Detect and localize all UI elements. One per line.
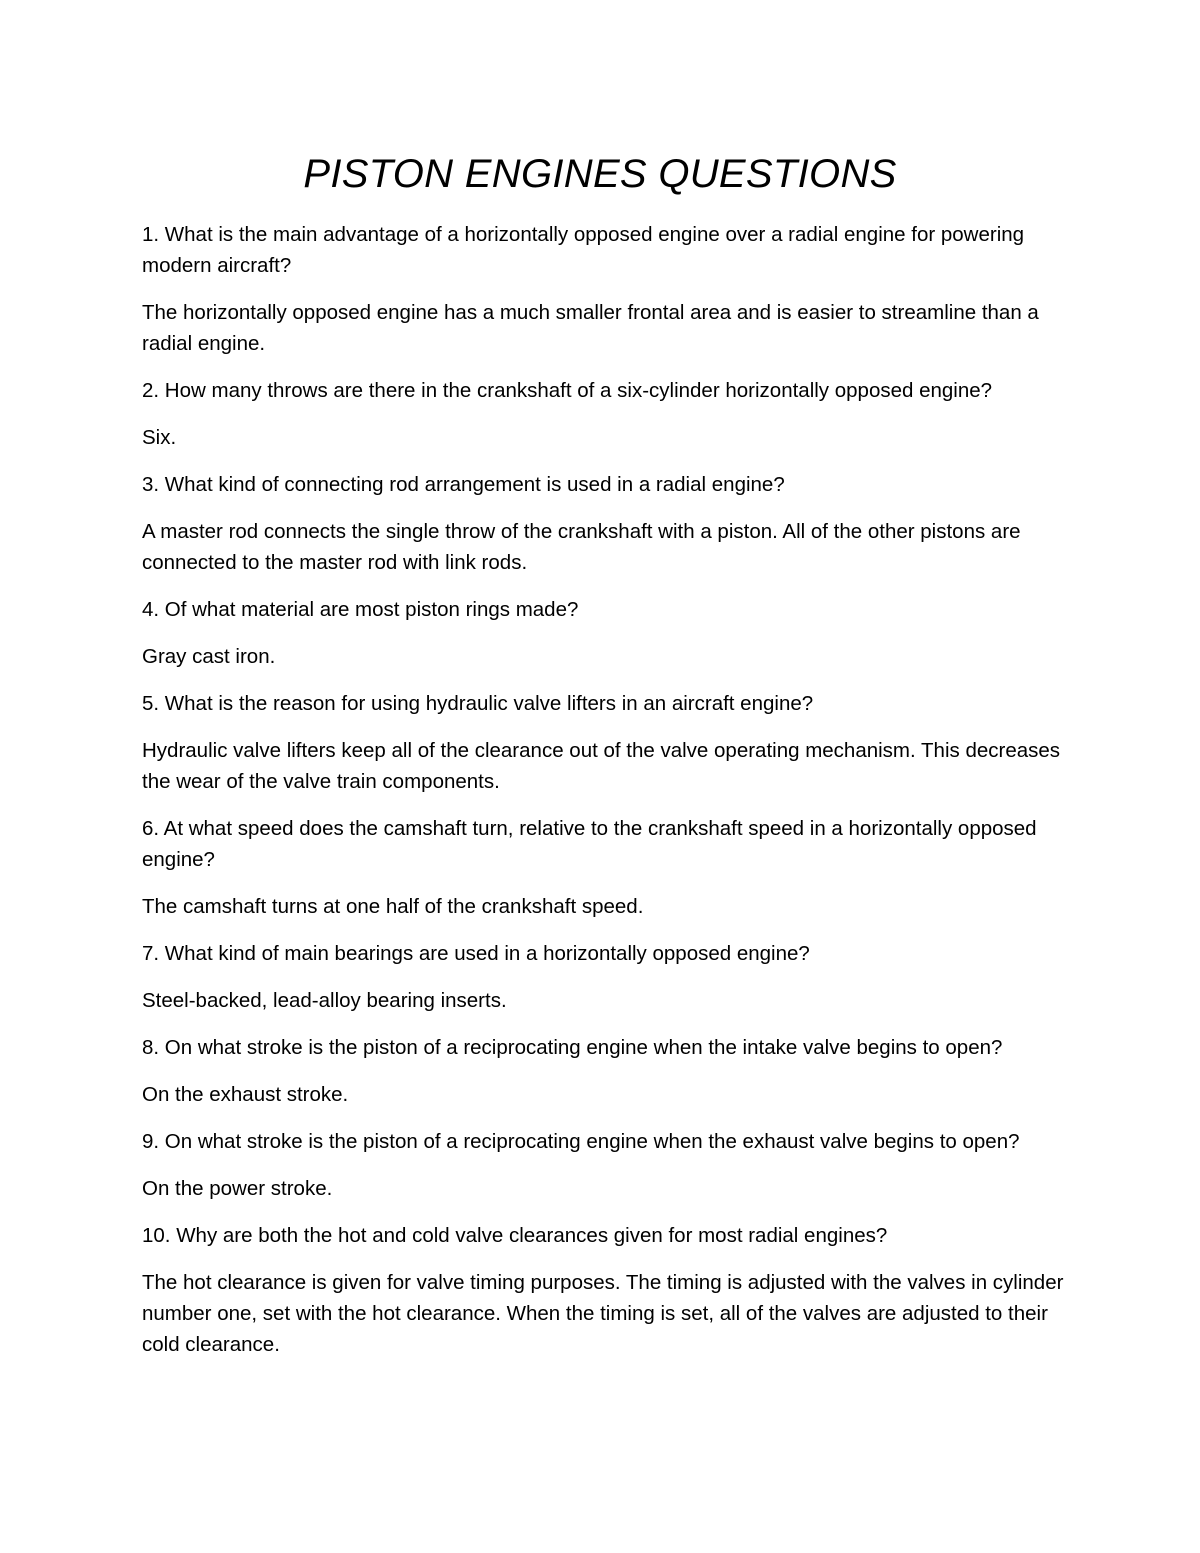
qa-list xyxy=(142,219,1072,1376)
answer-4: Gray cast iron. xyxy=(142,645,276,668)
answer-9: On the power stroke. xyxy=(142,1177,333,1200)
page-title: PISTON ENGINES QUESTIONS xyxy=(303,152,897,196)
question-6: 6. At what speed does the camshaft turn, relative to the crankshaft speed in a horizontally opposed engine? xyxy=(142,817,1037,871)
question-4: 4. Of what material are most piston rings made? xyxy=(142,598,579,621)
question-3: 3. What kind of connecting rod arrangement is used in a radial engine? xyxy=(142,473,785,496)
question-10: 10. Why are both the hot and cold valve clearances given for most radial engines? xyxy=(142,1224,888,1247)
answer-7: Steel-backed, lead-alloy bearing inserts. xyxy=(142,989,507,1012)
question-9: 9. On what stroke is the piston of a reciprocating engine when the exhaust valve begins to open? xyxy=(142,1130,1020,1153)
question-5: 5. What is the reason for using hydraulic valve lifters in an aircraft engine? xyxy=(142,692,814,715)
answer-5: Hydraulic valve lifters keep all of the clearance out of the valve operating mechanism. This decreases the wear of the valve train components. xyxy=(142,739,1061,793)
answer-2: Six. xyxy=(142,426,177,449)
answer-8: On the exhaust stroke. xyxy=(142,1083,349,1106)
question-7: 7. What kind of main bearings are used in a horizontally opposed engine? xyxy=(142,942,810,965)
answer-10: The hot clearance is given for valve timing purposes. The timing is adjusted with the valves in cylinder number one, set with the hot clearance. When the timing is set, all of the valves are adjusted to their cold clearance. xyxy=(142,1271,1064,1356)
question-2: 2. How many throws are there in the crankshaft of a six-cylinder horizontally opposed engine? xyxy=(142,379,993,402)
question-1: 1. What is the main advantage of a horizontally opposed engine over a radial engine for powering modern aircraft? xyxy=(142,223,1025,277)
answer-1: The horizontally opposed engine has a much smaller frontal area and is easier to streamline than a radial engine. xyxy=(142,301,1039,355)
answer-6: The camshaft turns at one half of the crankshaft speed. xyxy=(142,895,644,918)
answer-3: A master rod connects the single throw of the crankshaft with a piston. All of the other pistons are connected to the master rod with link rods. xyxy=(142,520,1021,574)
question-8: 8. On what stroke is the piston of a reciprocating engine when the intake valve begins to open? xyxy=(142,1036,1003,1059)
